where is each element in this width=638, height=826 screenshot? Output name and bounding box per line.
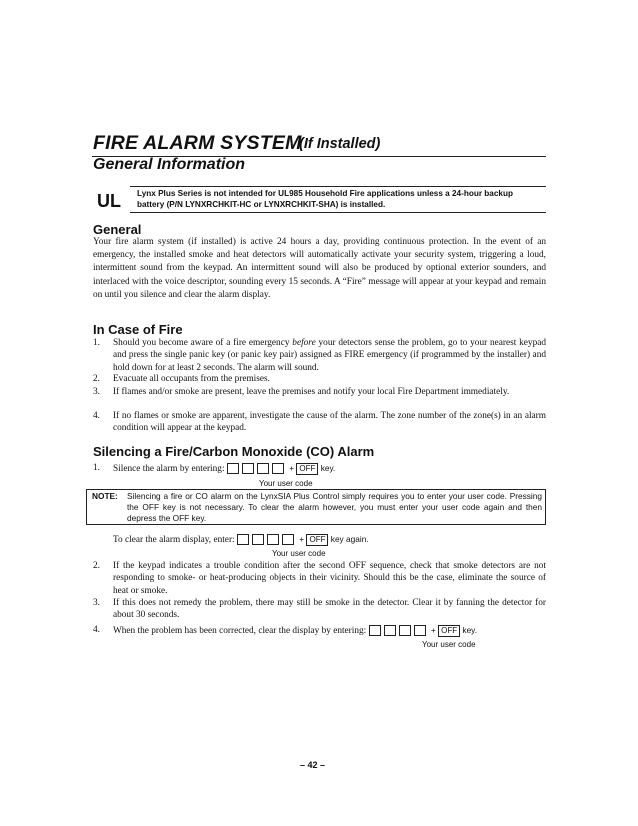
ul-rule-top bbox=[130, 186, 546, 187]
list-item-text: If no flames or smoke are apparent, investigate the cause of the alarm. The zone number of the zone(s) in an alarm condition will appear at the keypad. bbox=[113, 411, 546, 434]
list-item-number: 2. bbox=[93, 374, 100, 384]
list-item-number: 3. bbox=[93, 387, 100, 397]
user-code-label: Your user code bbox=[272, 549, 326, 558]
section-heading-in-case-of-fire: In Case of Fire bbox=[93, 322, 183, 337]
section-heading-silencing: Silencing a Fire/Carbon Monoxide (CO) Alarm bbox=[93, 444, 375, 459]
code-digit-box bbox=[282, 534, 294, 545]
list-item-number: 2. bbox=[93, 561, 100, 571]
general-paragraph: Your fire alarm system (if installed) is active 24 hours a day, providing continuous protection. In the event of an emergency, the installed smoke and heat detectors will automatically activate your security system, triggering a loud, intermittent sound from the keypad. An intermittent sound will also be produced by optional exterior sounders, and interlaced with the voice descriptor, sounding every 15 seconds. A “Fire” message will appear at your keypad and remain on until you silence and clear the alarm display. bbox=[93, 237, 546, 300]
clear-display-instruction: To clear the alarm display, enter: + OFF key again. bbox=[113, 534, 369, 545]
plus-sign: + bbox=[299, 534, 305, 544]
off-key: OFF bbox=[306, 534, 328, 546]
code-digit-box bbox=[369, 625, 381, 636]
list-item-number: 3. bbox=[93, 598, 100, 608]
code-digit-box bbox=[237, 534, 249, 545]
code-digit-box bbox=[267, 534, 279, 545]
list-item-text: Evacuate all occupants from the premises. bbox=[113, 374, 270, 384]
emphasis-before: before bbox=[292, 338, 316, 348]
plus-sign: + bbox=[289, 463, 295, 473]
code-digit-box bbox=[242, 463, 254, 474]
list-item-text: If this does not remedy the problem, there may still be smoke in the detector. Clear it by fanning the detector for about 30 seconds. bbox=[113, 598, 546, 621]
code-digit-box bbox=[384, 625, 396, 636]
key-suffix: key. bbox=[320, 463, 336, 473]
user-code-label: Your user code bbox=[422, 640, 476, 649]
list-item-text: If the keypad indicates a trouble condition after the second OFF sequence, check that smoke detectors are not responding to smoke- or heat-producing objects in their vicinity. Should this be the case, eliminate the source of heat or smoke. bbox=[113, 561, 546, 596]
page-title-suffix: (If Installed) bbox=[299, 136, 381, 152]
note-text: Silencing a fire or CO alarm on the LynxSIA Plus Control simply requires you to enter your user code. Pressing the OFF key is not necessary. To clear the alarm however, you must enter your user code again and then depress the OFF key. bbox=[127, 491, 542, 523]
off-key: OFF bbox=[296, 463, 318, 475]
list-item-text: Should you become aware of a fire emergency before your detectors sense the problem, go to your nearest keypad and press the single panic key (or panic key pair) assigned as FIRE emergency (if programmed by the installer) and hold down for at least 2 seconds. The alarm will sound. bbox=[113, 338, 546, 373]
code-digit-box bbox=[257, 463, 269, 474]
note-label: NOTE: bbox=[92, 491, 118, 501]
page-number: – 42 – bbox=[300, 760, 326, 770]
list-item-text: When the problem has been corrected, clear the display by entering: + OFF key. bbox=[113, 625, 478, 636]
code-digit-box bbox=[227, 463, 239, 474]
list-item-number: 1. bbox=[93, 463, 100, 473]
code-digit-box bbox=[414, 625, 426, 636]
key-suffix: key. bbox=[462, 625, 478, 635]
list-item-text: Silence the alarm by entering: + OFF key. bbox=[113, 463, 336, 474]
ul-logo: UL bbox=[97, 191, 121, 211]
code-digit-box bbox=[399, 625, 411, 636]
section-heading-general: General bbox=[93, 222, 142, 237]
list-item-number: 4. bbox=[93, 411, 100, 421]
page-title: FIRE ALARM SYSTEM bbox=[93, 132, 302, 154]
ul-notice-text: Lynx Plus Series is not intended for UL985 Household Fire applications unless a 24-hour backup battery (P/N LYNXRCHKIT-HC or LYNXRCHKIT-SHA) is installed. bbox=[137, 189, 513, 209]
code-digit-box bbox=[272, 463, 284, 474]
key-suffix: key again. bbox=[330, 534, 369, 544]
list-item-text: If flames and/or smoke are present, leave the premises and notify your local Fire Department immediately. bbox=[113, 387, 510, 397]
page-subtitle: General Information bbox=[93, 156, 246, 173]
list-item-number: 4. bbox=[93, 625, 100, 635]
list-item-number: 1. bbox=[93, 338, 100, 348]
code-digit-box bbox=[252, 534, 264, 545]
plus-sign: + bbox=[430, 625, 436, 635]
off-key: OFF bbox=[438, 625, 460, 637]
user-code-label: Your user code bbox=[259, 479, 313, 488]
ul-rule-bottom bbox=[130, 212, 546, 213]
